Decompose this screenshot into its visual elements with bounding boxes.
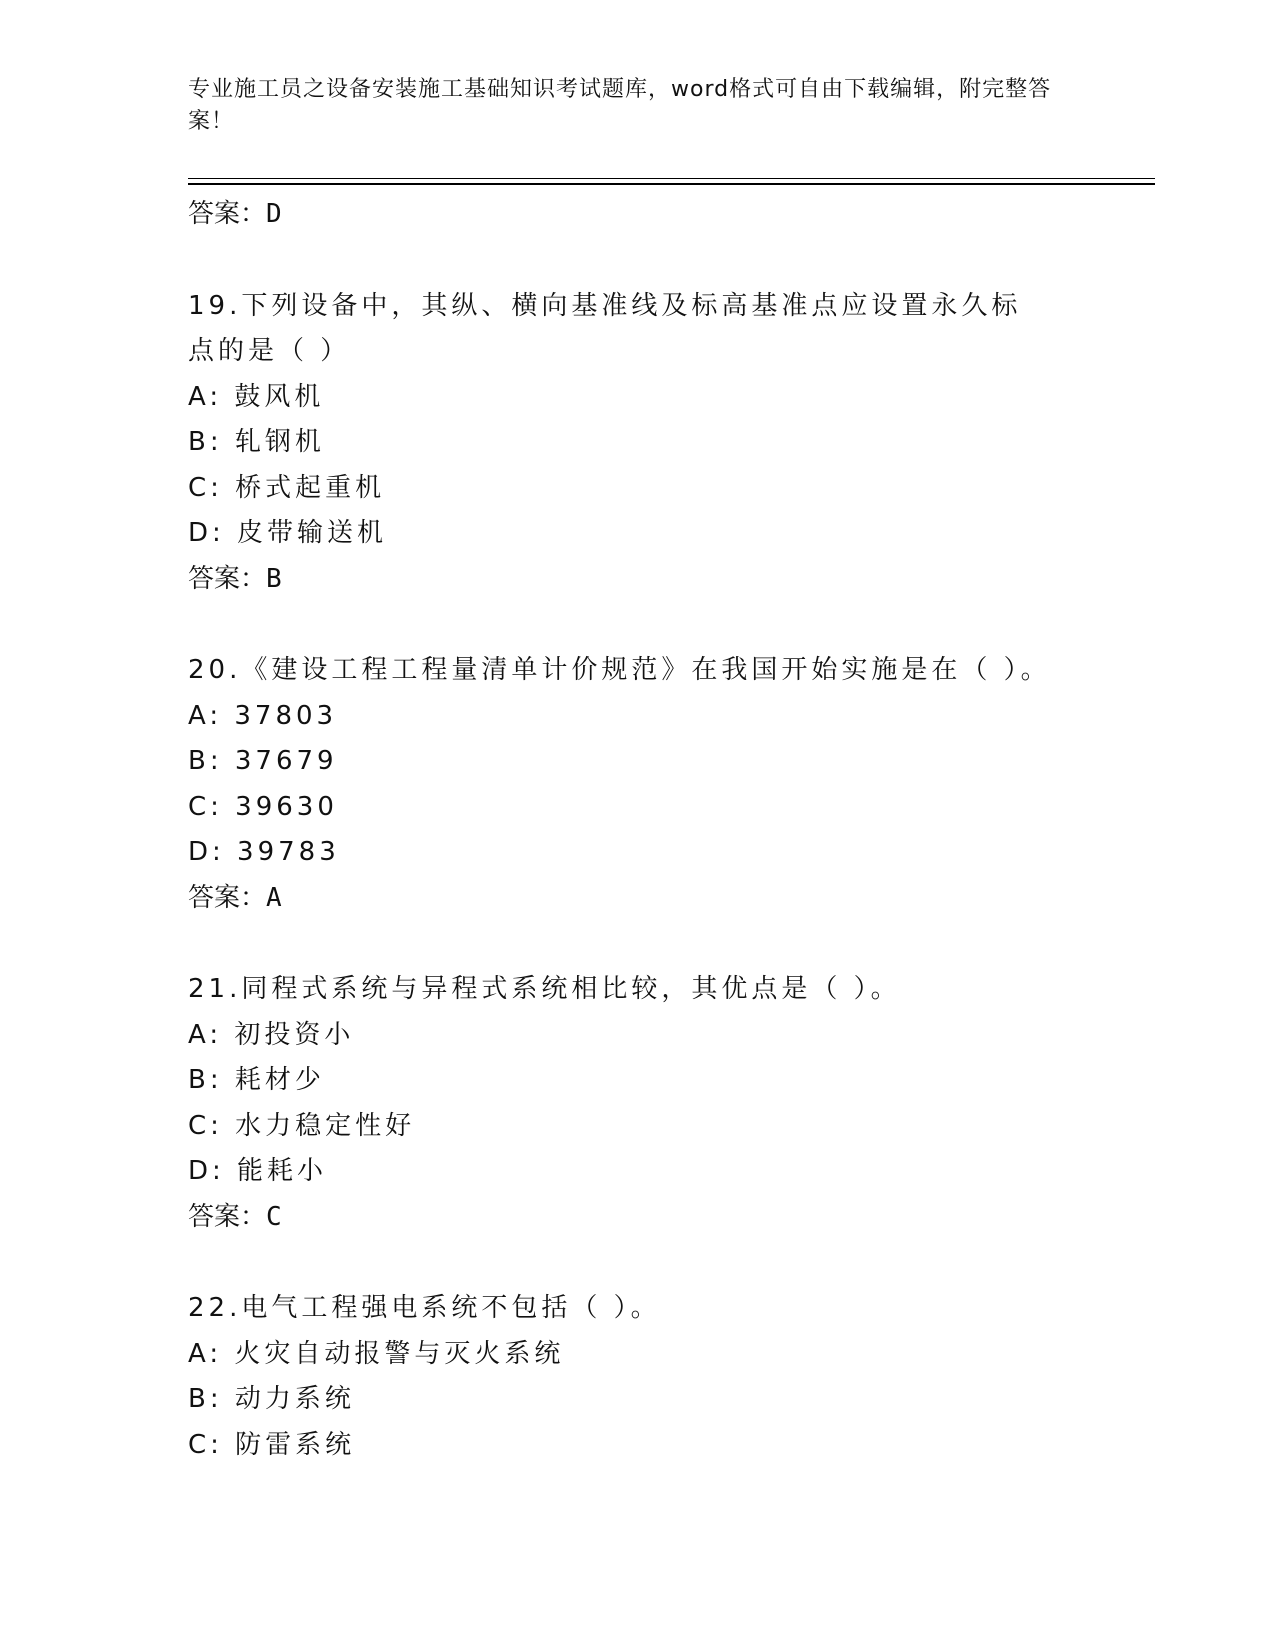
question-text: 21.同程式系统与异程式系统相比较，其优点是（ ）。	[188, 974, 901, 1004]
question-text: 22.电气工程强电系统不包括（ ）。	[188, 1293, 661, 1323]
question-text: 19.下列设备中，其纵、横向基准线及标高基准点应设置永久标点的是（ ）	[188, 290, 1022, 366]
answer-line: 答案：D	[188, 199, 282, 229]
option-b: B: 耗材少	[188, 1065, 325, 1095]
option-a: A: 鼓风机	[188, 381, 325, 412]
option-b: B: 动力系统	[188, 1384, 355, 1414]
document-header: 专业施工员之设备安装施工基础知识考试题库，word格式可自由下载编辑，附完整答案！	[188, 77, 1052, 134]
option-d: D: 皮带输送机	[188, 518, 388, 548]
answer-line: 答案：A	[188, 882, 282, 913]
answer-line: 答案：C	[188, 1201, 282, 1232]
option-c: C: 防雷系统	[188, 1429, 356, 1460]
question-block-20	[188, 648, 1088, 921]
question-text: 20.《建设工程工程量清单计价规范》在我国开始实施是在（ ）。	[188, 655, 1051, 685]
option-b: B: 轧钢机	[188, 427, 325, 457]
answer-line: 答案：B	[188, 563, 282, 594]
option-a: A: 初投资小	[188, 1019, 355, 1050]
option-b: B: 37679	[188, 746, 338, 776]
question-block-19	[188, 284, 1088, 603]
option-a: A: 37803	[188, 700, 338, 731]
option-d: D: 39783	[188, 837, 340, 867]
option-c: C: 39630	[188, 791, 338, 822]
option-c: C: 水力稳定性好	[188, 1110, 416, 1141]
header-divider-top	[188, 178, 1155, 179]
header-divider-bottom	[188, 183, 1155, 185]
option-c: C: 桥式起重机	[188, 472, 386, 503]
question-block-21	[188, 967, 1088, 1240]
question-block-22	[188, 1286, 1088, 1468]
option-a: A: 火灾自动报警与灭火系统	[188, 1338, 565, 1369]
option-d: D: 能耗小	[188, 1156, 328, 1186]
question-list	[188, 192, 1088, 1468]
